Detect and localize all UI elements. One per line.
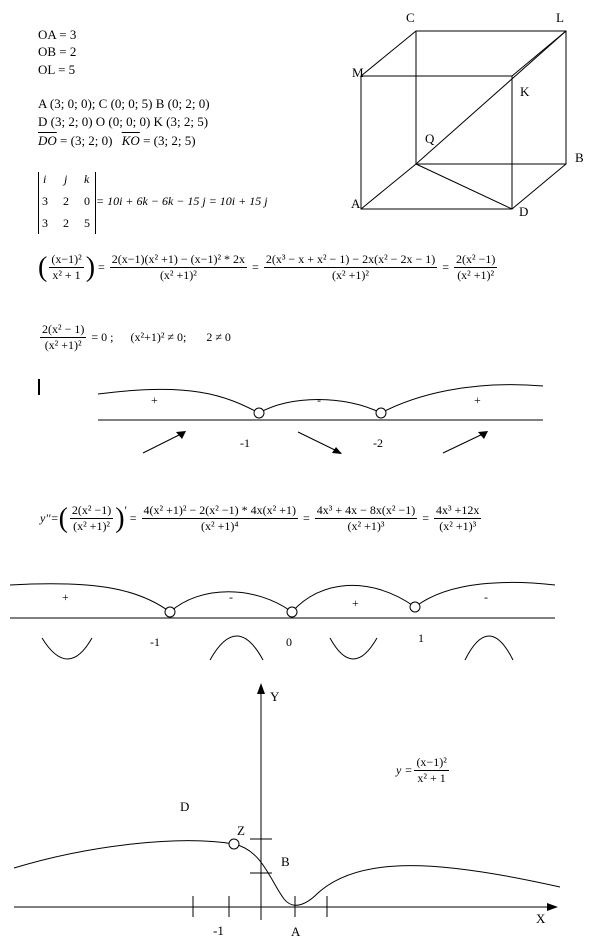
d2-lhs: y''= — [40, 511, 59, 525]
chart2-sign-4: - — [484, 590, 488, 604]
vector-do-value: = (3; 2; 0) — [60, 133, 113, 148]
chart1-sign-1: + — [151, 393, 158, 407]
matrix-r3c2: 2 — [63, 216, 69, 230]
cube-label-b: B — [575, 150, 584, 165]
cube-label-d: D — [519, 204, 529, 219]
d1-term-2: $\frac{\text{2(x³ − x + x² − 1) − 2x(x² − 2x − 1)}}{\text{(x² +1)²}}$ — [265, 252, 436, 282]
chart2-point-1: -1 — [150, 635, 160, 649]
d1-term-3: $\frac{\text{2(x² −1)}}{\text{(x² +1)²}}$ — [456, 252, 496, 282]
d2-prime: ' — [124, 503, 127, 517]
graph-label-z: Z — [237, 823, 245, 838]
sign-chart-1 — [0, 370, 598, 460]
d2-term-3: $\frac{\text{4x³ +12x}}{\text{(x² +1)³}}$ — [436, 503, 480, 533]
x-axis-label: X — [536, 911, 546, 926]
cube-label-c: C — [406, 10, 415, 25]
chart1-point-1: -1 — [240, 436, 250, 450]
length-ol: OL = 5 — [38, 62, 76, 77]
coords-line-1: A (3; 0; 0); C (0; 0; 5) B (0; 2; 0) — [38, 96, 210, 111]
vector-do-name: $\overline{DO}$ — [38, 133, 57, 148]
d2-term-2: $\frac{\text{4x³ + 4x − 8x(x² −1)}}{\text{(x² +1)³}}$ — [316, 503, 416, 533]
matrix-r1c1: i — [43, 172, 47, 186]
zero-condition: $\frac{\text{2(x² − 1)}}{\text{(x² +1)²}}$ = 0 ; (x²+1)² ≠ 0; 2 ≠ 0 — [42, 322, 231, 352]
graph-label-a: A — [291, 924, 301, 939]
derivative-2: y''= ( $\frac{\text{2(x² −1)}}{\text{(x² +1)²}}$ ) ' = $\frac{\text{4(x² +1)² − 2(x² −1) * 4x(x² +1)}}{\text{(x² +1)⁴}}$ = $\frac{\text{4x³ + 4x − 8x(x² −1)}}{\text{(x² +1)³}}$ = $\frac{\text{4x³ +12x}}{\text{(x² +1)³}}$ — [40, 502, 480, 534]
d2-lhs-frac: $\frac{\text{2(x² −1)}}{\text{(x² +1)²}}$ — [71, 503, 112, 533]
d2-paren-close: ) — [115, 502, 125, 534]
function-graph — [0, 675, 598, 949]
paren-open: ( — [38, 251, 48, 283]
chart1-sign-3: + — [474, 393, 481, 407]
cube-diagram — [340, 5, 598, 230]
determinant-result: = 10i + 6k − 6k − 15 j = 10i + 15 j — [96, 194, 268, 208]
matrix-r3c3: 5 — [84, 216, 90, 230]
graph-formula — [396, 755, 451, 786]
cube-label-l: L — [556, 10, 564, 25]
chart2-sign-2: - — [229, 590, 233, 604]
vector-line — [38, 133, 196, 149]
d2-term-1: $\frac{\text{4(x² +1)² − 2(x² −1) * 4x(x² +1)}}{\text{(x² +1)⁴}}$ — [143, 503, 296, 533]
zero-frac: $\frac{\text{2(x² − 1)}}{\text{(x² +1)²}}$ — [42, 322, 85, 352]
matrix-r3c1: 3 — [42, 216, 48, 230]
matrix-r1c3: k — [84, 172, 90, 186]
paren-close: ) — [85, 251, 96, 283]
chart2-sign-1: + — [62, 590, 69, 604]
vector-ko-name: $\overline{KO}$ — [121, 133, 140, 148]
length-oa: OA = 3 — [38, 27, 77, 42]
d2-paren-open: ( — [58, 502, 68, 534]
chart1-sign-2: - — [317, 393, 321, 407]
cube-label-q: Q — [425, 131, 435, 146]
determinant — [38, 172, 96, 234]
cube-label-a: A — [351, 196, 361, 211]
cube-label-k: K — [520, 84, 530, 99]
chart2-point-3: 1 — [418, 631, 424, 645]
length-ob: OB = 2 — [38, 44, 77, 59]
cond-2: 2 ≠ 0 — [206, 330, 231, 344]
cube-label-m: M — [352, 65, 364, 80]
sign-chart-2 — [0, 570, 598, 670]
matrix-r2c2: 2 — [63, 194, 69, 208]
d1-term-1: $\frac{\text{2(x−1)(x² +1) − (x−1)² * 2x}}{\text{(x² +1)²}}$ — [111, 252, 246, 282]
graph-label-d: D — [180, 799, 190, 814]
matrix-r2c3: 0 — [84, 194, 90, 208]
graph-formula-lhs: y = — [396, 763, 413, 777]
graph-label-b: B — [281, 854, 290, 869]
y-axis-label: Y — [270, 689, 280, 704]
chart1-point-2: -2 — [373, 436, 383, 450]
graph-tick-neg1: -1 — [213, 923, 224, 938]
chart2-point-2: 0 — [286, 635, 292, 649]
matrix-r1c2: j — [64, 172, 68, 186]
matrix-r2c1: 3 — [42, 194, 48, 208]
chart2-sign-3: + — [352, 596, 359, 610]
derivative-1: ( $\frac{\text{(x−1)²}}{\text{x² + 1}}$ ) = $\frac{\text{2(x−1)(x² +1) − (x−1)² * 2x}}{\text{(x² +1)²}}$ = $\frac{\text{2(x³ − x + x² − 1) − 2x(x² − 2x − 1)}}{\text{(x² +1)²}}$ = $\frac{\text{2(x² −1)}}{\text{(x² +1)²}}$ — [38, 251, 496, 283]
d1-lhs: $\frac{\text{(x−1)²}}{\text{x² + 1}}$ — [51, 252, 82, 282]
cond-1: (x²+1)² ≠ 0; — [130, 330, 187, 344]
graph-formula-frac: $\frac{\text{(x−1)²}}{\text{x² + 1}}$ — [416, 755, 447, 785]
vector-ko-value: = (3; 2; 5) — [143, 133, 196, 148]
coords-line-2: D (3; 2; 0) O (0; 0; 0) K (3; 2; 5) — [38, 114, 209, 129]
